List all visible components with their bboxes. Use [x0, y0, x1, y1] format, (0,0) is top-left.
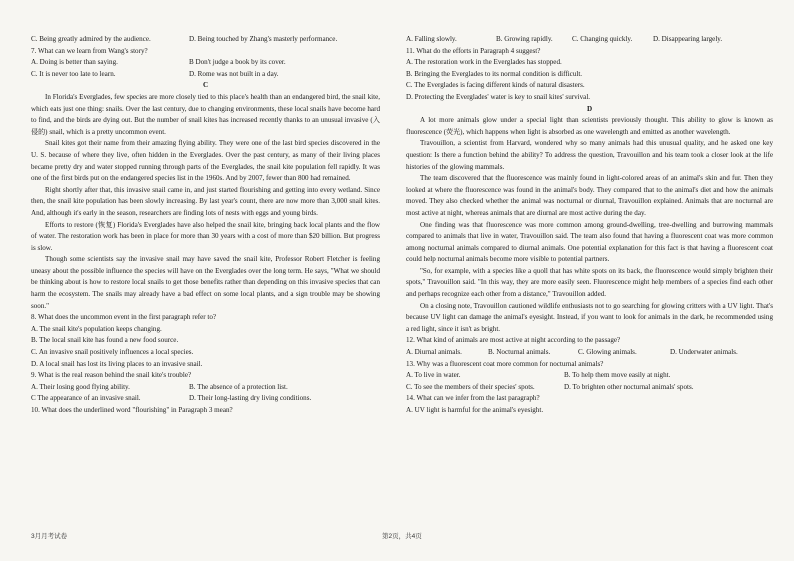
q10-option-b[interactable]: B. Growing rapidly.: [496, 35, 553, 43]
q7-option-a[interactable]: A. Doing is better than saying.: [31, 58, 118, 67]
q8-question: 8. What does the uncommon event in the first paragraph refer to?: [31, 313, 217, 322]
q10-options: [406, 34, 773, 46]
q14-option-a[interactable]: A. UV light is harmful for the animal's eyesight.: [406, 406, 544, 414]
q12-options: [406, 347, 773, 359]
passage-d-para-2: Travouillon, a scientist from Harvard, wondered why so many animals had this unusual quality, and he asked one key question: Is there a function behind the ability? To address the question, Travouillon and his team took a closer look at the life histories of the glowing mammals.: [406, 139, 773, 171]
passage-d-para-4: One finding was that fluorescence was more common among ground-dwelling, tree-dwelling and burrowing mammals compared to animals that live in water, Travouillon said. The team also found that having a fluorescent coat was more common among nocturnal animals compared to diurnal animals. One potential explanation for this fact is that having a fluorescent coat could help nocturnal animals become more visible to potential partners.: [406, 220, 773, 264]
q14-question: 14. What can we infer from the last paragraph?: [406, 394, 540, 403]
q10-option-d[interactable]: D. Disappearing largely.: [653, 35, 723, 43]
q11-option-d[interactable]: D. Protecting the Everglades' water is key to snail kites' survival.: [406, 92, 591, 101]
footer-page-number: 第2页，共4页: [382, 533, 422, 540]
q9-option-a[interactable]: A. Their losing good flying ability.: [31, 382, 130, 391]
passage-c-para-1: In Florida's Everglades, few species are more closely tied to this place's health than an endangered bird, the snail kite, which eats just one thing: snails. Over the last century, due to changing environments, these local snails have become hard to find, and the birds are dying out. But the number of snail kites has increased recently thanks to an unusual invasive (入侵的) snail, which is a pretty uncommon event.: [31, 92, 380, 136]
passage-c-para-3: Right shortly after that, this invasive snail came in, and just started flourishing and getting into every wetland. Since then, the snail kite population has been slowly increasing. By last year's count, there are now more than 3,000 snail kites. And, although it's early in the season, researchers are finding lots of nests with eggs and young birds.: [31, 185, 380, 217]
q7-question: 7. What can we learn from Wang's story?: [31, 46, 148, 55]
q8-option-c[interactable]: C. An invasive snail positively influences a local species.: [31, 348, 194, 357]
q6-options-cd: [31, 34, 380, 46]
q8-option-a[interactable]: A. The snail kite's population keeps changing.: [31, 324, 162, 333]
q12-option-d[interactable]: D. Underwater animals.: [670, 348, 738, 357]
passage-c-para-2: Snail kites got their name from their amazing flying ability. They were one of the last bird species discovered in the U. S. because of where they live, often hidden in the Everglades. Over the past century, as many of their living places became pretty dry and water stopped running through parts of the Everglades, the snail kite population fell rapidly. It was one of the first birds put on the endangered species list in the 1960s. And by 2007, fewer than 800 had remained.: [31, 139, 380, 183]
q11-option-a[interactable]: A. The restoration work in the Everglades has stopped.: [406, 58, 562, 67]
passage-c-para-5: Though some scientists say the invasive snail may have saved the snail kite, Professor Robert Fletcher is feeling uneasy about the possible influence the species will have on the Everglades over the long term. He says, "What we should be thinking about is how to restore local snails to get those benefits rather than depending on this invasive species that can harm the ecosystem. The snails may already have a bad effect on some local plants, and a sign trouble may be showing soon.": [31, 255, 380, 310]
q9-question: 9. What is the real reason behind the snail kite's trouble?: [31, 371, 192, 380]
q7-option-b[interactable]: B Don't judge a book by its cover.: [189, 58, 286, 67]
q13-option-c[interactable]: C. To see the members of their species' spots.: [406, 382, 535, 391]
q11-option-b[interactable]: B. Bringing the Everglades to its normal condition is difficult.: [406, 69, 583, 78]
q13-option-a[interactable]: A. To live in water.: [406, 371, 461, 380]
q6-option-c[interactable]: C. Being greatly admired by the audience.: [31, 35, 151, 43]
footer-exam-name: 3月月考试卷: [31, 533, 68, 540]
q13-options-cd: [406, 382, 773, 394]
q9-options-cd: [31, 393, 380, 405]
q11-question: 11. What do the efforts in Paragraph 4 suggest?: [406, 46, 541, 55]
q12-option-a[interactable]: A. Diurnal animals.: [406, 348, 462, 357]
q10-option-a[interactable]: A. Falling slowly.: [406, 35, 457, 43]
q7-options-ab: [31, 57, 380, 69]
q12-question: 12. What kind of animals are most active at night according to the passage?: [406, 336, 621, 345]
passage-c-para-4: Efforts to restore (恢复) Florida's Everglades have also helped the snail kite, bringing back local plants and the flow of water. The restoration work has been in place for more than 30 years with a cost of more than $20 billion. But progress is slow.: [31, 220, 380, 252]
q7-option-c[interactable]: C. It is never too late to learn.: [31, 69, 116, 78]
passage-d-para-1: A lot more animals glow under a special light than scientists previously thought. This ability to glow is known as fluorescence (荧光), which happens when light is absorbed as one wavelength and emitted as another wavelength.: [406, 116, 773, 136]
passage-d-para-5: "So, for example, with a species like a quoll that has white spots on its back, the fluorescence would simply brighten their spots," Travouillon said. "In this way, they are more easily seen. Fluorescence might help members of a species find each other and perhaps recognize each other from a distance," Travouillon added.: [406, 266, 773, 299]
q12-option-c[interactable]: C. Glowing animals.: [578, 348, 637, 357]
passage-d-para-6: On a closing note, Travouillon cautioned wildlife enthusiasts not to go searching for glowing critters with a UV light. That's because UV light can damage the animal's eyesight. Instead, if you want to look for animals in the dark, he recommended using a red light, since it isn't as bright.: [406, 301, 773, 333]
section-d-heading: D: [586, 104, 593, 113]
q8-option-d[interactable]: D. A local snail has lost its living places to an invasive snail.: [31, 359, 203, 368]
q13-option-b[interactable]: B. To help them move easily at night.: [564, 371, 671, 380]
left-column: [31, 34, 380, 417]
q9-option-d[interactable]: D. Their long-lasting dry living conditions.: [189, 394, 312, 403]
section-c-heading: C: [202, 81, 209, 90]
q11-option-c[interactable]: C. The Everglades is facing different kinds of natural disasters.: [406, 81, 585, 90]
q12-option-b[interactable]: B. Nocturnal animals.: [488, 348, 551, 357]
q9-option-b[interactable]: B. The absence of a protection list.: [189, 382, 288, 391]
right-column: [406, 34, 773, 417]
q7-options-cd: [31, 69, 380, 81]
q8-option-b[interactable]: B. The local snail kite has found a new food source.: [31, 336, 179, 345]
q9-options-ab: [31, 382, 380, 394]
passage-d-para-3: The team discovered that the fluorescence was mainly found in light-colored areas of an animal's skin and fur. Then they looked at where the fluorescence was found in the animal's body. They compared that to the animal's diet and how the animals moved. They also checked whether the animal was nocturnal or diurnal, Travouillon explained. Animals that are nocturnal are most active at night, whereas animals that are diurnal are most active during the day.: [406, 174, 773, 217]
q13-question: 13. Why was a fluorescent coat more common for nocturnal animals?: [406, 359, 604, 368]
q9-option-c[interactable]: C The appearance of an invasive snail.: [31, 394, 141, 403]
q6-option-d[interactable]: D. Being touched by Zhang's masterly performance.: [189, 35, 338, 43]
q13-options-ab: [406, 370, 773, 382]
q7-option-d[interactable]: D. Rome was not built in a day.: [189, 69, 279, 78]
q13-option-d[interactable]: D. To brighten other nocturnal animals' spots.: [564, 382, 694, 391]
q10-question: 10. What does the underlined word "flourishing" in Paragraph 3 mean?: [31, 406, 233, 414]
q10-option-c[interactable]: C. Changing quickly.: [572, 35, 633, 43]
